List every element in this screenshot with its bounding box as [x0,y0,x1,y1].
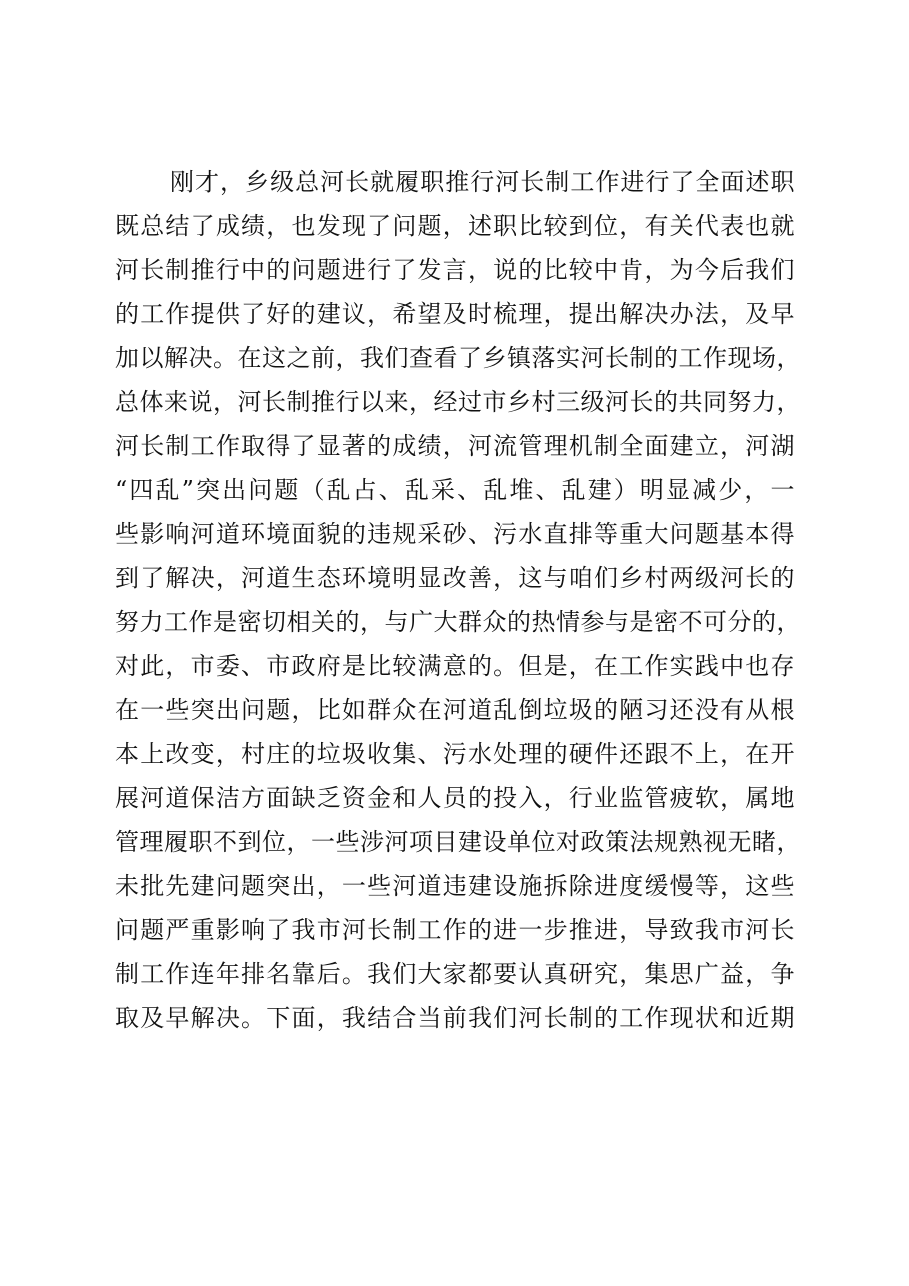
text-line: 未批先建问题突出，一些河道违建设施拆除进度缓慢等，这些 [115,872,795,900]
text-line: 加以解决。在这之前，我们查看了乡镇落实河长制的工作现场， [115,344,801,372]
text-line: 些影响河道环境面貌的违规采砂、污水直排等重大问题基本得 [115,520,795,548]
text-line: 努力工作是密切相关的，与广大群众的热情参与是密不可分的， [115,608,801,636]
text-line: 管理履职不到位，一些涉河项目建设单位对政策法规熟视无睹， [115,828,801,856]
text-line: 既总结了成绩，也发现了问题，述职比较到位，有关代表也就 [115,212,795,240]
text-line: 问题严重影响了我市河长制工作的进一步推进，导致我市河长 [115,916,795,944]
text-line: 河长制工作取得了显著的成绩，河流管理机制全面建立，河湖 [115,432,795,460]
text-line: 刚才，乡级总河长就履职推行河长制工作进行了全面述职 [170,168,795,196]
text-line: 取及早解决。下面，我结合当前我们河长制的工作现状和近期 [115,1004,795,1032]
text-line: 到了解决，河道生态环境明显改善，这与咱们乡村两级河长的 [115,564,795,592]
text-line: 河长制推行中的问题进行了发言，说的比较中肯，为今后我们 [115,256,795,284]
text-line: 在一些突出问题，比如群众在河道乱倒垃圾的陋习还没有从根 [115,696,795,724]
text-line: 展河道保洁方面缺乏资金和人员的投入，行业监管疲软，属地 [115,784,795,812]
text-line: 制工作连年排名靠后。我们大家都要认真研究，集思广益，争 [115,960,795,988]
text-line: 对此，市委、市政府是比较满意的。但是，在工作实践中也存 [115,652,795,680]
text-line: “四乱”突出问题（乱占、乱采、乱堆、乱建）明显减少，一 [115,476,795,504]
text-line: 本上改变，村庄的垃圾收集、污水处理的硬件还跟不上，在开 [115,740,795,768]
text-line: 总体来说，河长制推行以来，经过市乡村三级河长的共同努力， [115,388,801,416]
text-line: 的工作提供了好的建议，希望及时梳理，提出解决办法，及早 [115,300,795,328]
